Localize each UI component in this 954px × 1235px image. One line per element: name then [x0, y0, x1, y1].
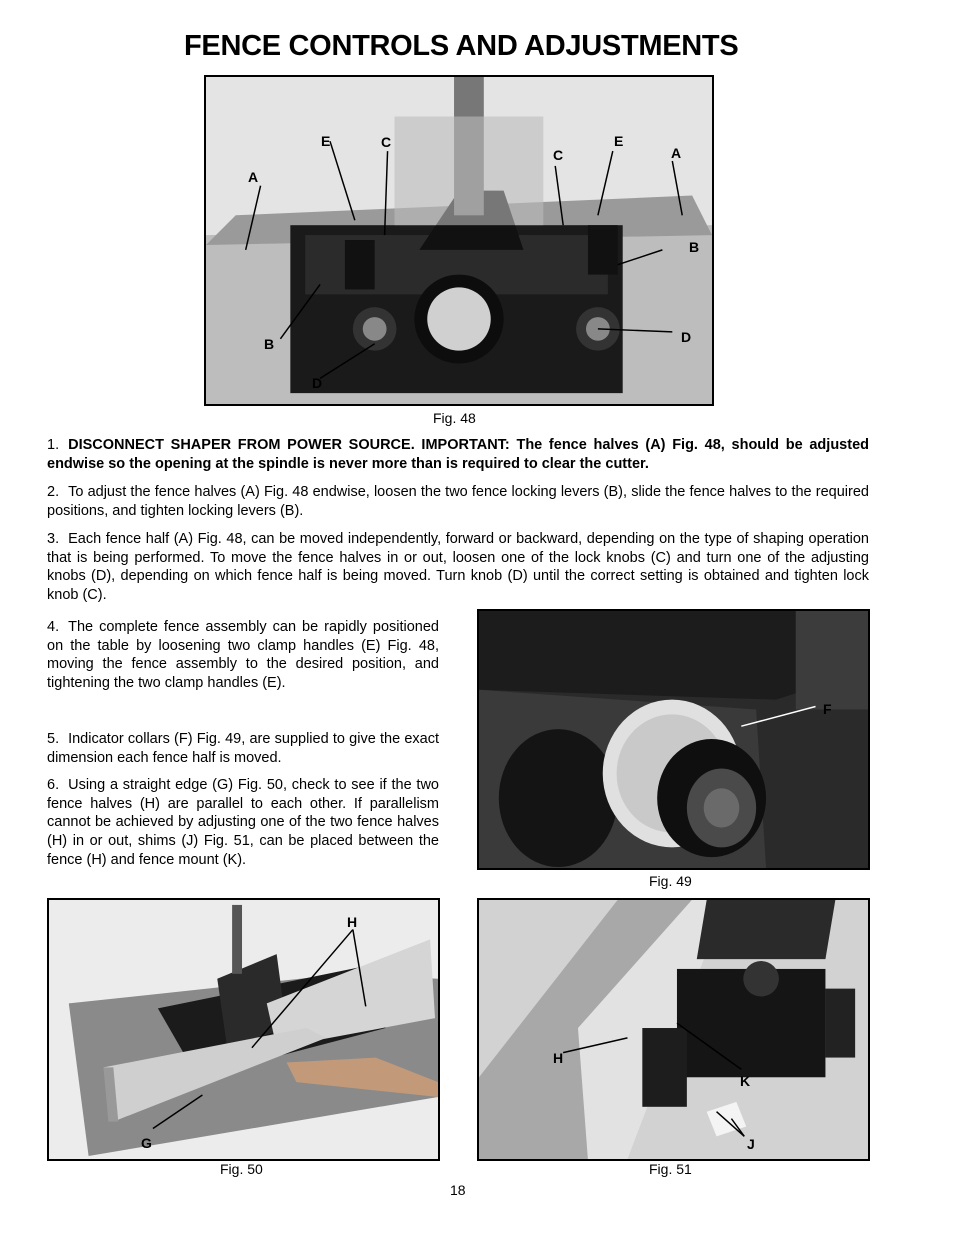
fig48-label-b-right: B: [689, 239, 700, 255]
figure-50-photo: [47, 898, 440, 1161]
fig49-caption: Fig. 49: [649, 873, 692, 889]
fig48-label-a-right: A: [671, 145, 682, 161]
paragraph-5: 5. Indicator collars (F) Fig. 49, are supplied to give the exact dimension each fence half is moved.: [47, 731, 439, 766]
paragraph-4: 4. The complete fence assembly can be rapidly positioned on the table by loosening two clamp handles (E) Fig. 48, moving the fence assembly to the desired position, and tightening the two clamp handles (E).: [47, 619, 439, 692]
fig50-label-h: H: [347, 914, 358, 930]
fig48-label-e-left: E: [321, 133, 331, 149]
fig51-label-j: J: [747, 1136, 755, 1152]
figure-48-photo: [204, 75, 714, 406]
paragraph-1: 1. DISCONNECT SHAPER FROM POWER SOURCE. IMPORTANT: The fence halves (A) Fig. 48, should be adjusted endwise so the opening at the spindle is never more than is required to clear the cutter.: [47, 437, 869, 472]
fig48-caption: Fig. 48: [433, 410, 476, 426]
page-title: FENCE CONTROLS AND ADJUSTMENTS: [184, 30, 739, 62]
figure-49-photo: [477, 609, 870, 870]
fig50-label-g: G: [141, 1135, 152, 1151]
page-number: 18: [450, 1182, 466, 1198]
fig48-label-c-right: C: [553, 147, 564, 163]
fig51-label-h: H: [553, 1050, 564, 1066]
fig51-label-k: K: [740, 1073, 751, 1089]
fig51-caption: Fig. 51: [649, 1161, 692, 1177]
figure-51-photo: [477, 898, 870, 1161]
fig48-label-d-right: D: [681, 329, 692, 345]
paragraph-2: 2. To adjust the fence halves (A) Fig. 48 endwise, loosen the two fence locking levers (B), slide the fence halves to the required positions, and tighten locking levers (B).: [47, 484, 869, 519]
fig48-label-a-left: A: [248, 169, 259, 185]
fig48-label-c-left: C: [381, 134, 392, 150]
paragraph-3: 3. Each fence half (A) Fig. 48, can be moved independently, forward or backward, depending on the type of shaping operation that is being performed. To move the fence halves in or out, loosen one of the lock knobs (C) and turn one of the adjusting knobs (D), depending on which fence half is being moved. Turn knob (D) until the correct setting is obtained and tighten lock knob (C).: [47, 531, 869, 604]
fig48-label-b-left: B: [264, 336, 275, 352]
fig49-label-f: F: [823, 701, 832, 717]
paragraph-6: 6. Using a straight edge (G) Fig. 50, check to see if the two fence halves (H) are parallel to each other. If parallelism cannot be achieved by adjusting one of the two fence halves (H) in or out, shims (J) Fig. 51, can be placed between the fence (H) and fence mount (K).: [47, 777, 439, 868]
fig50-caption: Fig. 50: [220, 1161, 263, 1177]
fig48-label-e-right: E: [614, 133, 624, 149]
fig48-label-d-left: D: [312, 375, 323, 391]
